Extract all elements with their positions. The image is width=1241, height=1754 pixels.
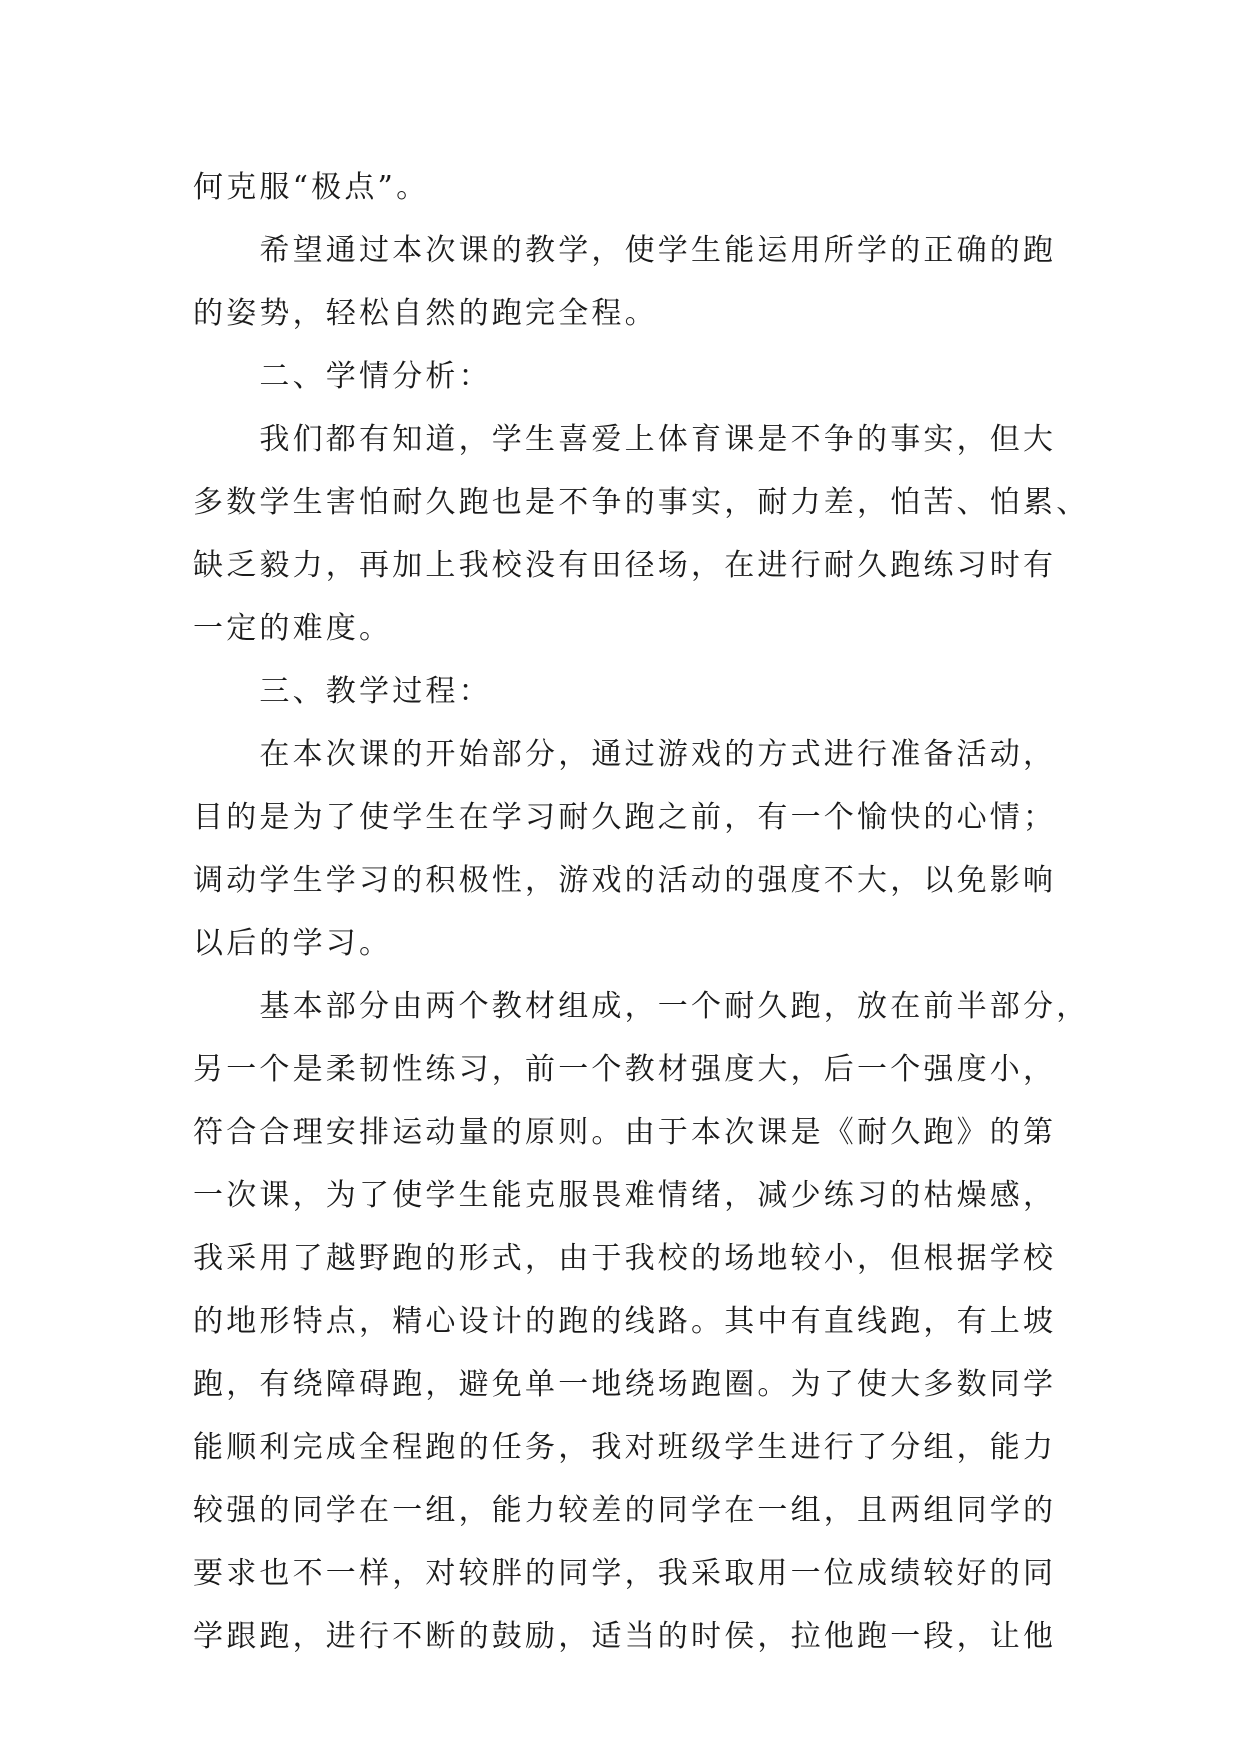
text-line: 符合合理安排运动量的原则。由于本次课是《耐久跑》的第	[193, 1115, 1057, 1150]
text-line: 的姿势，轻松自然的跑完全程。	[193, 296, 658, 331]
text-line: 跑，有绕障碍跑，避免单一地绕场跑圈。为了使大多数同学	[193, 1367, 1057, 1402]
text-line: 缺乏毅力，再加上我校没有田径场，在进行耐久跑练习时有	[193, 548, 1057, 583]
body-text	[193, 156, 1090, 1668]
text-line: 我们都有知道，学生喜爱上体育课是不争的事实，但大	[193, 422, 1057, 457]
text-line: 调动学生学习的积极性，游戏的活动的强度不大，以免影响	[193, 863, 1057, 898]
text-line: 在本次课的开始部分，通过游戏的方式进行准备活动，	[193, 737, 1057, 772]
text-line: 希望通过本次课的教学，使学生能运用所学的正确的跑	[193, 233, 1057, 268]
text-line: 基本部分由两个教材组成，一个耐久跑，放在前半部分，	[193, 989, 1090, 1024]
text-line: 一定的难度。	[193, 611, 393, 646]
text-line: 以后的学习。	[193, 926, 393, 961]
text-line: 的地形特点，精心设计的跑的线路。其中有直线跑，有上坡	[193, 1304, 1057, 1339]
text-line: 多数学生害怕耐久跑也是不争的事实，耐力差，怕苦、怕累、	[193, 485, 1090, 520]
text-line: 一次课，为了使学生能克服畏难情绪，减少练习的枯燥感，	[193, 1178, 1057, 1213]
text-line: 目的是为了使学生在学习耐久跑之前，有一个愉快的心情；	[193, 800, 1057, 835]
text-line: 要求也不一样，对较胖的同学，我采取用一位成绩较好的同	[193, 1556, 1057, 1591]
text-line: 另一个是柔韧性练习，前一个教材强度大，后一个强度小，	[193, 1052, 1057, 1087]
text-line: 较强的同学在一组，能力较差的同学在一组，且两组同学的	[193, 1493, 1057, 1528]
section-heading: 二、学情分析：	[193, 359, 492, 394]
section-heading: 三、教学过程：	[193, 674, 492, 709]
text-line: 何克服“极点”。	[193, 170, 430, 205]
text-line: 我采用了越野跑的形式，由于我校的场地较小，但根据学校	[193, 1241, 1057, 1276]
text-line: 能顺利完成全程跑的任务，我对班级学生进行了分组，能力	[193, 1430, 1057, 1465]
text-line: 学跟跑，进行不断的鼓励，适当的时侯，拉他跑一段，让他	[193, 1619, 1057, 1654]
